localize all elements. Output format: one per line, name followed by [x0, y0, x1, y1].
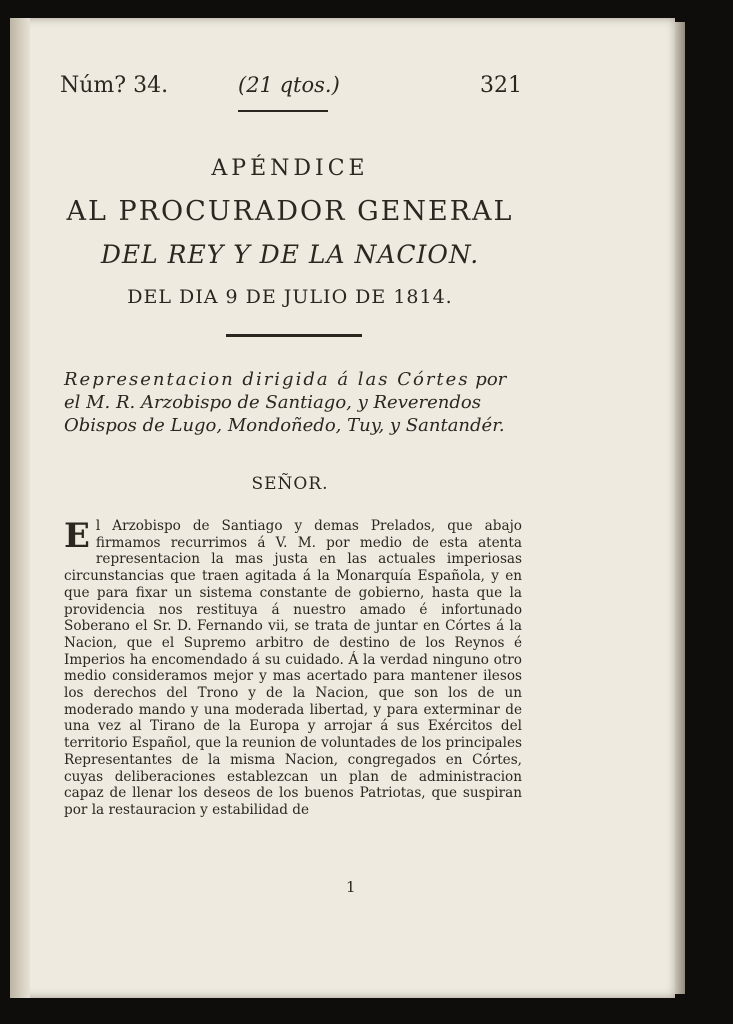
page-stack-edge — [675, 22, 685, 994]
page-number: 321 — [480, 73, 522, 98]
ornament-rule-top — [238, 110, 328, 112]
representation-title: Representacion dirigida á las Córtes — [64, 369, 470, 390]
body-text — [64, 518, 522, 819]
title-appendix: APÉNDICE — [211, 156, 369, 181]
body-paragraph: l Arzobispo de Santiago y demas Prelados, que abajo firmamos recurrimos á V. M. por medio de esta atenta representacion la mas justa en las actuales imperiosas circunstancias que traen agitada á la Monarquía Española, y en que para fixar un sistema constante de gobierno, hasta que la providencia nos restituya á nuestro amado é infortunado Soberano el Sr. D. Fernando vii, se trata de juntar en Córtes á la Nacion, que el Supremo arbitro de destino de los Reynos é Imperios ha encomendado á su cuidado. Á la verdad ninguno otro medio consideramos mejor y mas acertado para mantener ilesos los derechos del Trono y de la Nacion, que son los de un moderado mando y una moderada libertad, y para exterminar de una vez al Tirano de la Europa y arrojar á sus Exércitos del territorio Español, que la reunion de voluntades de los principales Representantes de la misma Nacion, congregados en Córtes, cuyas deliberaciones establezcan un plan de administracion capaz de llenar los deseos de los buenos Patriotas, que suspiran por la restauracion y estabilidad de — [64, 518, 522, 818]
representation-heading — [64, 368, 524, 437]
issue-number: Núm? 34. — [60, 73, 169, 98]
salutation: SEÑOR. — [251, 474, 329, 494]
signature-mark: 1 — [346, 878, 356, 896]
title-procurador: AL PROCURADOR GENERAL — [66, 196, 514, 227]
title-date: DEL DIA 9 DE JULIO DE 1814. — [127, 286, 453, 308]
ornament-rule-middle — [226, 334, 362, 337]
quarto-count: (21 qtos.) — [238, 73, 340, 97]
representation-authors: por el M. R. Arzobispo de Santiago, y Reverendos Obispos de Lugo, Mondoñedo, Tuy, y Santandér. — [64, 369, 507, 436]
document-page — [10, 18, 675, 998]
title-rey-nacion: DEL REY Y DE LA NACION. — [100, 240, 480, 269]
drop-cap: E — [64, 516, 90, 556]
page-header — [10, 73, 675, 113]
